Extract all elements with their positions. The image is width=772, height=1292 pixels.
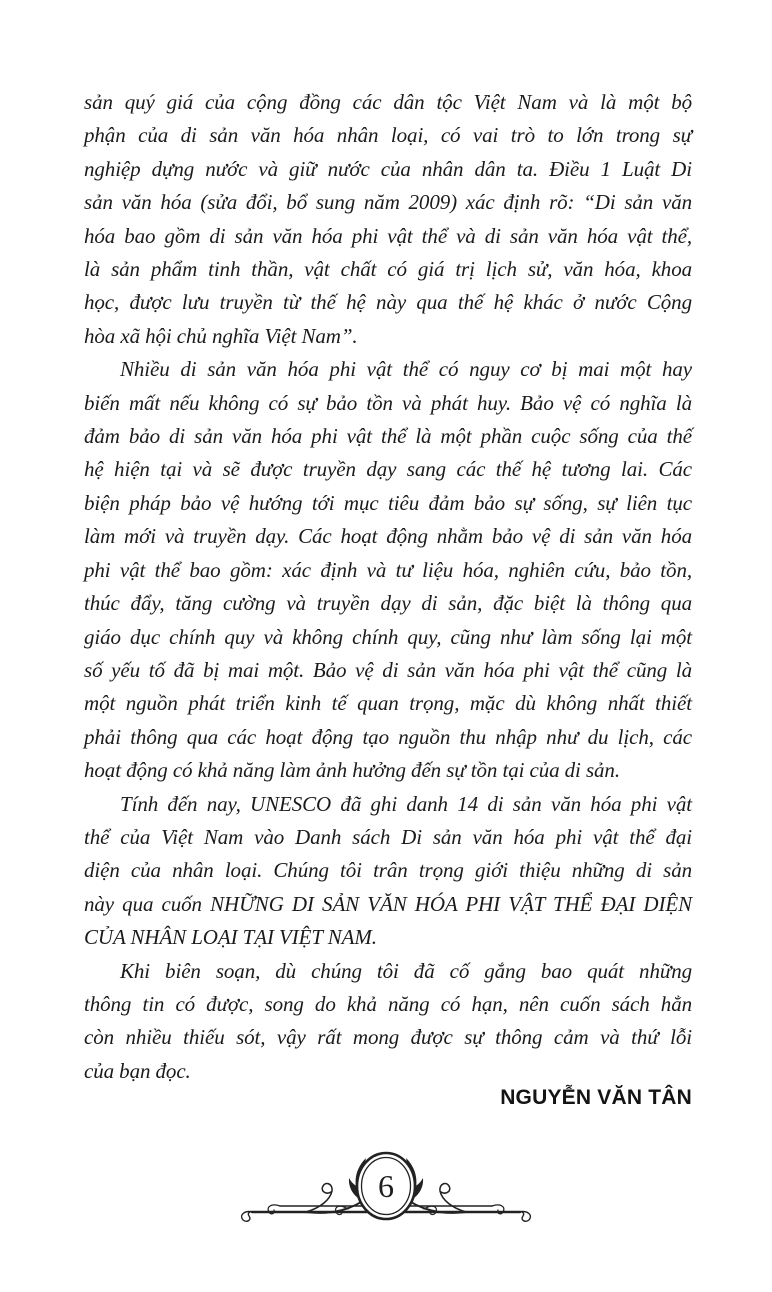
text-line: CỦA NHÂN LOẠI TẠI VIỆT NAM. xyxy=(84,925,377,950)
text-line: còn nhiều thiếu sót, vậy rất mong được sự thông cảm và thứ lỗi xyxy=(84,1025,692,1050)
text-line: biến mất nếu không có sự bảo tồn và phát huy. Bảo vệ có nghĩa là xyxy=(84,390,692,415)
text-line: diện của nhân loại. Chúng tôi trân trọng giới thiệu những di sản xyxy=(84,858,692,883)
text-line: hóa bao gồm di sản văn hóa phi vật thể và di sản văn hóa vật thể, xyxy=(84,223,692,248)
author-signature: NGUYỄN VĂN TÂN xyxy=(500,1086,692,1109)
text-line: thông tin có được, song do khả năng có hạn, nên cuốn sách hẳn xyxy=(84,991,692,1016)
text-line: của bạn đọc. xyxy=(84,1058,191,1083)
text-line: hoạt động có khả năng làm ảnh hưởng đến sự tồn tại của di sản. xyxy=(84,758,620,783)
text-line: phận của di sản văn hóa nhân loại, có vai trò to lớn trong sự xyxy=(84,123,692,148)
text-line: này qua cuốn NHỮNG DI SẢN VĂN HÓA PHI VẬT THỂ ĐẠI DIỆN xyxy=(84,891,692,916)
text-line: sản quý giá của cộng đồng các dân tộc Việt Nam và là một bộ xyxy=(84,90,692,114)
text-line: thể của Việt Nam vào Danh sách Di sản văn hóa phi vật thể đại xyxy=(84,824,692,849)
text-line: sản văn hóa (sửa đổi, bổ sung năm 2009) xác định rõ: “Di sản văn xyxy=(84,190,692,215)
text-line: biện pháp bảo vệ hướng tới mục tiêu đảm bảo sự sống, sự liên tục xyxy=(84,490,692,515)
text-line: hệ hiện tại và sẽ được truyền dạy sang các thế hệ tương lai. Các xyxy=(84,457,692,482)
text-line: Tính đến nay, UNESCO đã ghi danh 14 di sản văn hóa phi vật xyxy=(120,791,692,816)
text-line: thúc đẩy, tăng cường và truyền dạy di sản, đặc biệt là thông qua xyxy=(84,591,692,616)
text-line: làm mới và truyền dạy. Các hoạt động nhằm bảo vệ di sản văn hóa xyxy=(84,524,692,549)
page-number-ornament xyxy=(236,1146,536,1238)
text-line: phi vật thể bao gồm: xác định và tư liệu hóa, nghiên cứu, bảo tồn, xyxy=(84,557,692,582)
text-line: hòa xã hội chủ nghĩa Việt Nam”. xyxy=(84,323,358,348)
text-line: một nguồn phát triển kinh tế quan trọng, mặc dù không nhất thiết xyxy=(84,691,692,716)
body-text xyxy=(84,86,692,1088)
text-line: nghiệp dựng nước và giữ nước của nhân dân ta. Điều 1 Luật Di xyxy=(84,156,692,181)
text-line: đảm bảo di sản văn hóa phi vật thể là một phần cuộc sống của thế xyxy=(84,424,692,449)
page-number: 6 xyxy=(378,1168,394,1204)
ornament-flourish-graphic xyxy=(236,1146,536,1238)
text-line: giáo dục chính quy và không chính quy, cũng như làm sống lại một xyxy=(84,624,692,649)
text-line: phải thông qua các hoạt động tạo nguồn thu nhập như du lịch, các xyxy=(84,724,692,749)
text-line: Khi biên soạn, dù chúng tôi đã cố gắng bao quát những xyxy=(120,958,692,983)
text-line: học, được lưu truyền từ thế hệ này qua thế hệ khác ở nước Cộng xyxy=(84,290,692,315)
text-line: số yếu tố đã bị mai một. Bảo vệ di sản văn hóa phi vật thể cũng là xyxy=(84,657,692,682)
text-line: là sản phẩm tinh thần, vật chất có giá trị lịch sử, văn hóa, khoa xyxy=(84,257,692,282)
text-line: Nhiều di sản văn hóa phi vật thể có nguy cơ bị mai một hay xyxy=(120,357,692,382)
